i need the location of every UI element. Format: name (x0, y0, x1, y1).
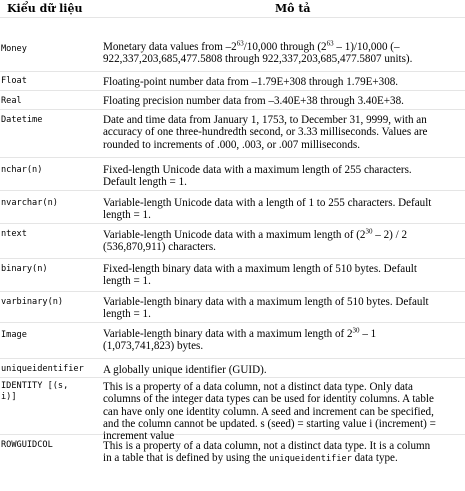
row-divider (0, 190, 465, 191)
description-text: A globally unique identifier (GUID). (103, 364, 267, 376)
description-text: This is a property of a data column, not a distinct data type. Only data (103, 381, 413, 393)
description-text: length = 1. (103, 308, 151, 321)
description-text: columns of the integer data types can be used for identity columns. A table (103, 393, 434, 406)
description-text: – 2) / 2 (372, 229, 407, 241)
description-text: – 1)/10,000 (– (333, 41, 400, 53)
description-line (103, 440, 460, 452)
description-text: in a table that is defined by using the (103, 452, 270, 465)
description-line (103, 364, 460, 376)
data-type-description (103, 381, 460, 442)
data-type-name: nvarchar(n) (1, 198, 58, 208)
row-divider (0, 109, 465, 110)
description-text: Date and time data from January 1, 1753, to December 31, 9999, with an (103, 114, 427, 126)
header-type: Kiểu dữ liệu (7, 2, 83, 15)
description-text: data type. (351, 452, 398, 465)
description-text: Variable-length binary data with a maximum length of 510 bytes. Default (103, 296, 429, 308)
data-type-name: ROWGUIDCOL (1, 440, 53, 450)
inline-code: uniqueidentifier (269, 454, 352, 465)
data-type-description (103, 328, 460, 353)
data-type-name: nchar(n) (1, 165, 43, 175)
description-line (103, 209, 460, 221)
data-type-description (103, 364, 460, 376)
description-text: Fixed-length Unicode data with a maximum length of 255 characters. (103, 164, 412, 176)
data-type-description (103, 229, 460, 254)
description-line (103, 53, 460, 65)
description-text: (536,870,911) characters. (103, 241, 216, 254)
row-divider (0, 377, 465, 378)
data-type-description (103, 95, 460, 107)
description-text: 922,337,203,685,477.5808 through 922,337,203,685,477.5807 units). (103, 53, 413, 66)
row-divider (0, 258, 465, 259)
data-type-description (103, 440, 460, 466)
row-divider (0, 358, 465, 359)
description-line (103, 114, 460, 126)
exponent: 63 (236, 39, 244, 48)
data-type-description (103, 164, 460, 189)
data-type-description (103, 114, 460, 151)
description-text: and the column cannot be updated. s (seed) = starting value i (increment) = (103, 417, 436, 430)
description-text: Floating-point number data from –1.79E+308 through 1.79E+308. (103, 76, 399, 88)
row-divider (0, 322, 465, 323)
description-line (103, 296, 460, 308)
data-type-name: Real (1, 96, 22, 106)
description-text: accuracy of one three-hundredth second, or 3.33 milliseconds. Values are (103, 126, 428, 139)
description-line (103, 76, 460, 88)
description-line (103, 340, 460, 352)
description-line (103, 139, 460, 151)
description-text: length = 1. (103, 209, 151, 222)
description-text: Default length = 1. (103, 176, 187, 189)
description-line (103, 308, 460, 320)
description-text: can have only one identity column. A seed and increment can be specified, (103, 405, 434, 418)
data-type-name: Money (1, 44, 27, 54)
data-type-description (103, 263, 460, 288)
description-text: (1,073,741,823) bytes. (103, 340, 204, 353)
data-type-name: binary(n) (1, 264, 48, 274)
data-type-name: IDENTITY [(s, i)] (1, 381, 69, 402)
header-rule (0, 17, 465, 18)
description-text: increment value (103, 430, 175, 443)
data-type-name: Image (1, 330, 27, 340)
row-divider (0, 71, 465, 72)
exponent: 30 (365, 227, 373, 236)
description-text: Variable-length Unicode data with a maximum length of (2 (103, 229, 366, 241)
description-text: /10,000 through (2 (243, 41, 327, 53)
description-line (103, 197, 460, 209)
row-divider (0, 157, 465, 158)
row-divider (0, 291, 465, 292)
description-text: Fixed-length binary data with a maximum length of 510 bytes. Default (103, 263, 417, 275)
description-line (103, 406, 460, 418)
exponent: 30 (352, 326, 360, 335)
data-type-name: varbinary(n) (1, 297, 64, 307)
description-text: length = 1. (103, 275, 151, 288)
description-line (103, 452, 460, 465)
description-line (103, 126, 460, 138)
row-divider (0, 223, 465, 224)
description-text: Monetary data values from –2 (103, 41, 237, 53)
description-line (103, 164, 460, 176)
description-line (103, 381, 460, 393)
description-line (103, 393, 460, 405)
row-divider (0, 90, 465, 91)
description-text: – 1 (359, 328, 377, 340)
description-line (103, 263, 460, 275)
description-text: This is a property of a data column, not a distinct data type. It is a column (103, 440, 431, 452)
data-type-description (103, 197, 460, 222)
description-line (103, 229, 460, 241)
data-type-name: uniqueidentifier (1, 364, 84, 374)
description-line (103, 95, 460, 107)
description-line (103, 176, 460, 188)
description-line (103, 275, 460, 287)
description-line (103, 418, 460, 430)
data-type-description (103, 41, 460, 66)
data-type-name: Float (1, 76, 27, 86)
description-text: Variable-length binary data with a maximum length of 2 (103, 328, 353, 340)
description-text: Floating precision number data from –3.40E+38 through 3.40E+38. (103, 95, 404, 107)
data-type-description (103, 296, 460, 321)
data-type-description (103, 76, 460, 88)
description-text: rounded to increments of .000, .003, or .007 milliseconds. (103, 138, 360, 151)
header-description: Mô tả (275, 2, 311, 15)
description-line (103, 328, 460, 340)
data-type-name: Datetime (1, 115, 43, 125)
description-line (103, 41, 460, 53)
data-type-name: ntext (1, 229, 27, 239)
description-text: Variable-length Unicode data with a length of 1 to 255 characters. Default (103, 197, 432, 209)
exponent: 63 (326, 39, 334, 48)
description-line (103, 241, 460, 253)
